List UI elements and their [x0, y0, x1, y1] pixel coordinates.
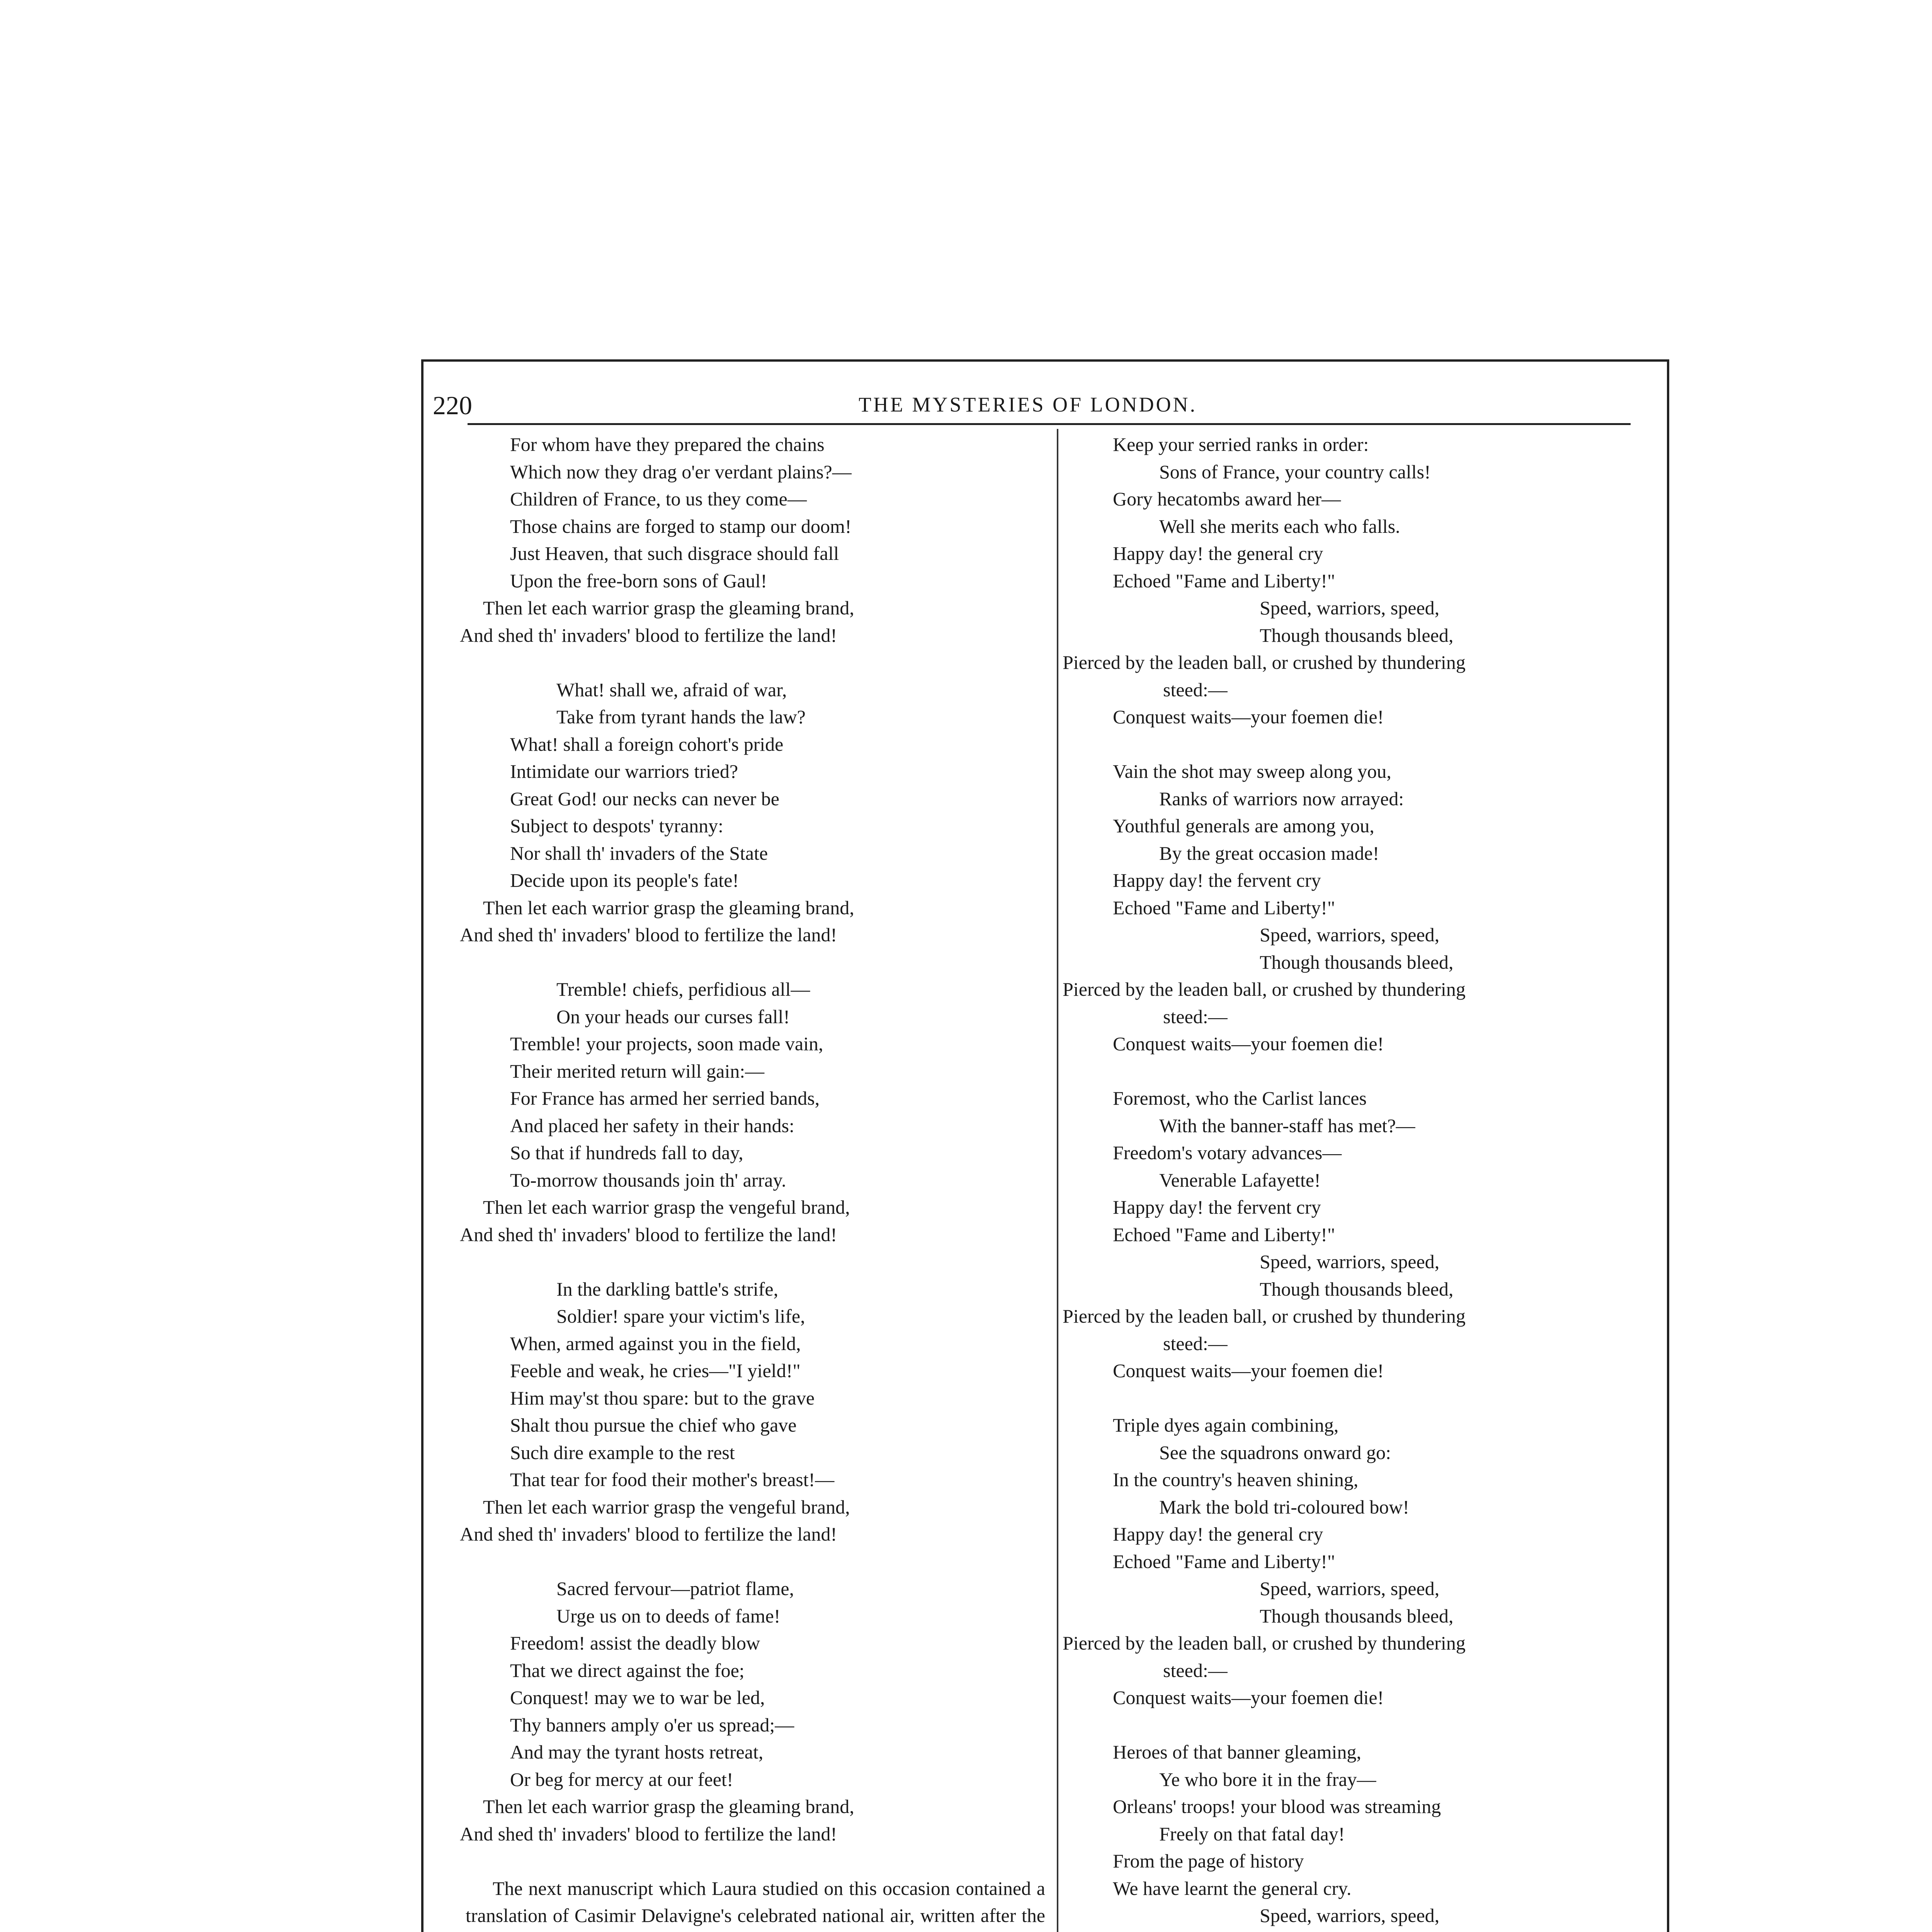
- verse-line: steed:—: [1163, 1005, 1228, 1027]
- verse-line: Decide upon its people's fate!: [510, 869, 739, 891]
- right-column: [1063, 431, 1650, 1932]
- verse-line: Happy day! the fervent cry: [1113, 1196, 1321, 1218]
- verse-line: Echoed "Fame and Liberty!": [1113, 1550, 1335, 1572]
- verse-line: Such dire example to the rest: [510, 1441, 735, 1463]
- verse-line: Conquest waits—your foemen die!: [1113, 706, 1384, 728]
- verse-line: That tear for food their mother's breast!—: [510, 1469, 835, 1490]
- verse-line: So that if hundreds fall to day,: [510, 1142, 743, 1163]
- verse-line: Thy banners amply o'er us spread;—: [510, 1714, 794, 1736]
- verse-line: In the darkling battle's strife,: [556, 1278, 779, 1300]
- stanza: [460, 431, 1051, 649]
- refrain-line: Then let each warrior grasp the vengeful brand,: [483, 1496, 850, 1518]
- verse-line: Happy day! the fervent cry: [1113, 869, 1321, 891]
- verse-line: And placed her safety in their hands:: [510, 1114, 794, 1136]
- verse-line: For France has armed her serried bands,: [510, 1087, 820, 1109]
- verse-line: Speed, warriors, speed,: [1260, 1578, 1440, 1599]
- verse-line: Soldier! spare your victim's life,: [556, 1305, 805, 1327]
- verse-line: Sacred fervour—patriot flame,: [556, 1578, 794, 1599]
- page-number: 220: [433, 391, 472, 420]
- verse-line: Gory hecatombs award her—: [1113, 488, 1341, 510]
- verse-line: Freely on that fatal day!: [1159, 1823, 1345, 1845]
- verse-line: Heroes of that banner gleaming,: [1113, 1741, 1361, 1763]
- running-title: THE MYSTERIES OF LONDON.: [859, 393, 1197, 416]
- verse-line: Though thousands bleed,: [1260, 1278, 1454, 1300]
- stanza: [460, 1575, 1051, 1847]
- verse-line: With the banner-staff has met?—: [1159, 1114, 1415, 1136]
- verse-line: Echoed "Fame and Liberty!": [1113, 570, 1335, 592]
- verse-line: See the squadrons onward go:: [1159, 1441, 1391, 1463]
- refrain-line: Then let each warrior grasp the gleaming brand,: [483, 896, 854, 918]
- verse-line: What! shall we, afraid of war,: [556, 679, 787, 701]
- verse-line: Pierced by the leaden ball, or crushed by thundering: [1063, 651, 1466, 673]
- verse-line: When, armed against you in the field,: [510, 1332, 801, 1354]
- refrain-line: Then let each warrior grasp the vengeful brand,: [483, 1196, 850, 1218]
- refrain-line: Then let each warrior grasp the gleaming brand,: [483, 1796, 854, 1817]
- verse-line: Keep your serried ranks in order:: [1113, 434, 1369, 455]
- refrain-line: And shed th' invaders' blood to fertilize the land!: [460, 1223, 837, 1245]
- verse-line: Nor shall th' invaders of the State: [510, 842, 768, 864]
- verse-line: [1063, 1929, 1650, 1932]
- verse-line: Which now they drag o'er verdant plains?—: [510, 461, 852, 483]
- verse-line: Tremble! your projects, soon made vain,: [510, 1033, 823, 1054]
- verse-line: Pierced by the leaden ball, or crushed by thundering: [1063, 1632, 1466, 1654]
- verse-line: Mark the bold tri-coloured bow!: [1159, 1496, 1410, 1518]
- verse-line: Triple dyes again combining,: [1113, 1414, 1339, 1436]
- stanza: [460, 1276, 1051, 1548]
- verse-line: steed:—: [1163, 1659, 1228, 1681]
- verse-line: What! shall a foreign cohort's pride: [510, 733, 784, 755]
- verse-line: Freedom! assist the deadly blow: [510, 1632, 760, 1654]
- verse-line: Happy day! the general cry: [1113, 1523, 1323, 1545]
- verse-line: Speed, warriors, speed,: [1260, 597, 1440, 619]
- verse-line: Youthful generals are among you,: [1113, 815, 1374, 837]
- verse-line: Echoed "Fame and Liberty!": [1113, 896, 1335, 918]
- stanza: [460, 976, 1051, 1248]
- verse-line: Or beg for mercy at our feet!: [510, 1768, 733, 1790]
- verse-line: Ye who bore it in the fray—: [1159, 1768, 1376, 1790]
- verse-line: Pierced by the leaden ball, or crushed by thundering: [1063, 978, 1466, 1000]
- stanza: [1063, 431, 1650, 731]
- verse-line: Pierced by the leaden ball, or crushed by thundering: [1063, 1305, 1466, 1327]
- verse-line: Him may'st thou spare: but to the grave: [510, 1387, 815, 1409]
- header-rule: [468, 423, 1631, 425]
- verse-line: Conquest! may we to war be led,: [510, 1687, 765, 1708]
- verse-line: Sons of France, your country calls!: [1159, 461, 1431, 483]
- verse-line: Speed, warriors, speed,: [1260, 924, 1440, 946]
- verse-line: Conquest waits—your foemen die!: [1113, 1033, 1384, 1054]
- verse-line: Urge us on to deeds of fame!: [556, 1605, 781, 1627]
- verse-line: Venerable Lafayette!: [1159, 1169, 1321, 1191]
- verse-line: Conquest waits—your foemen die!: [1113, 1360, 1384, 1381]
- verse-line: Though thousands bleed,: [1260, 624, 1454, 646]
- verse-line: In the country's heaven shining,: [1113, 1469, 1359, 1490]
- verse-line: Feeble and weak, he cries—"I yield!": [510, 1360, 801, 1381]
- refrain-line: And shed th' invaders' blood to fertilize the land!: [460, 1823, 837, 1845]
- verse-line: Orleans' troops! your blood was streaming: [1113, 1796, 1441, 1817]
- verse-line: Though thousands bleed,: [1260, 951, 1454, 973]
- verse-line: Intimidate our warriors tried?: [510, 760, 738, 782]
- refrain-line: And shed th' invaders' blood to fertilize the land!: [460, 1523, 837, 1545]
- verse-line: To-morrow thousands join th' array.: [510, 1169, 786, 1191]
- verse-line: Children of France, to us they come—: [510, 488, 807, 510]
- verse-line: Conquest waits—your foemen die!: [1113, 1687, 1384, 1708]
- verse-line: Take from tyrant hands the law?: [556, 706, 806, 728]
- verse-line: On your heads our curses fall!: [556, 1005, 790, 1027]
- refrain-line: Then let each warrior grasp the gleaming brand,: [483, 597, 854, 619]
- verse-line: steed:—: [1163, 1332, 1228, 1354]
- stanza: [1063, 758, 1650, 1058]
- verse-line: Though thousands bleed,: [1260, 1605, 1454, 1627]
- refrain-line: And shed th' invaders' blood to fertilize the land!: [460, 624, 837, 646]
- stanza: [460, 676, 1051, 949]
- intro-paragraph: The next manuscript which Laura studied on this occasion contained a translation of Casimir Delavigne's celebrated national air, written after the: [466, 1877, 1045, 1926]
- verse-line: Subject to despots' tyranny:: [510, 815, 724, 837]
- verse-line: Upon the free-born sons of Gaul!: [510, 570, 767, 592]
- verse-line: Freedom's votary advances—: [1113, 1142, 1342, 1163]
- verse-line: Their merited return will gain:—: [510, 1060, 765, 1082]
- verse-line: Just Heaven, that such disgrace should fall: [510, 543, 839, 564]
- stanza: [1063, 1738, 1650, 1932]
- stanza: [1063, 1085, 1650, 1384]
- verse-line: Speed, warriors, speed,: [1260, 1905, 1440, 1926]
- verse-line: Speed, warriors, speed,: [1260, 1251, 1440, 1272]
- column-divider: [1057, 429, 1058, 1932]
- verse-line: Ranks of warriors now arrayed:: [1159, 787, 1404, 810]
- verse-line: Echoed "Fame and Liberty!": [1113, 1223, 1335, 1245]
- left-column: [460, 431, 1051, 1932]
- stanza: [1063, 1412, 1650, 1711]
- verse-line: Happy day! the general cry: [1113, 543, 1323, 564]
- verse-line: By the great occasion made!: [1159, 842, 1379, 864]
- verse-line: Vain the shot may sweep along you,: [1113, 760, 1391, 782]
- verse-line: Great God! our necks can never be: [510, 787, 779, 810]
- verse-line: Well she merits each who falls.: [1159, 515, 1400, 537]
- verse-line: For whom have they prepared the chains: [510, 434, 825, 455]
- verse-line: From the page of history: [1113, 1850, 1304, 1872]
- verse-line: Foremost, who the Carlist lances: [1113, 1087, 1367, 1109]
- verse-line: And may the tyrant hosts retreat,: [510, 1741, 764, 1763]
- verse-line: We have learnt the general cry.: [1113, 1877, 1352, 1899]
- verse-line: steed:—: [1163, 679, 1228, 701]
- verse-line: Tremble! chiefs, perfidious all—: [556, 978, 810, 1000]
- verse-line: That we direct against the foe;: [510, 1659, 745, 1681]
- verse-line: Those chains are forged to stamp our doom!: [510, 515, 852, 537]
- verse-line: Shalt thou pursue the chief who gave: [510, 1414, 797, 1436]
- refrain-line: And shed th' invaders' blood to fertilize the land!: [460, 924, 837, 946]
